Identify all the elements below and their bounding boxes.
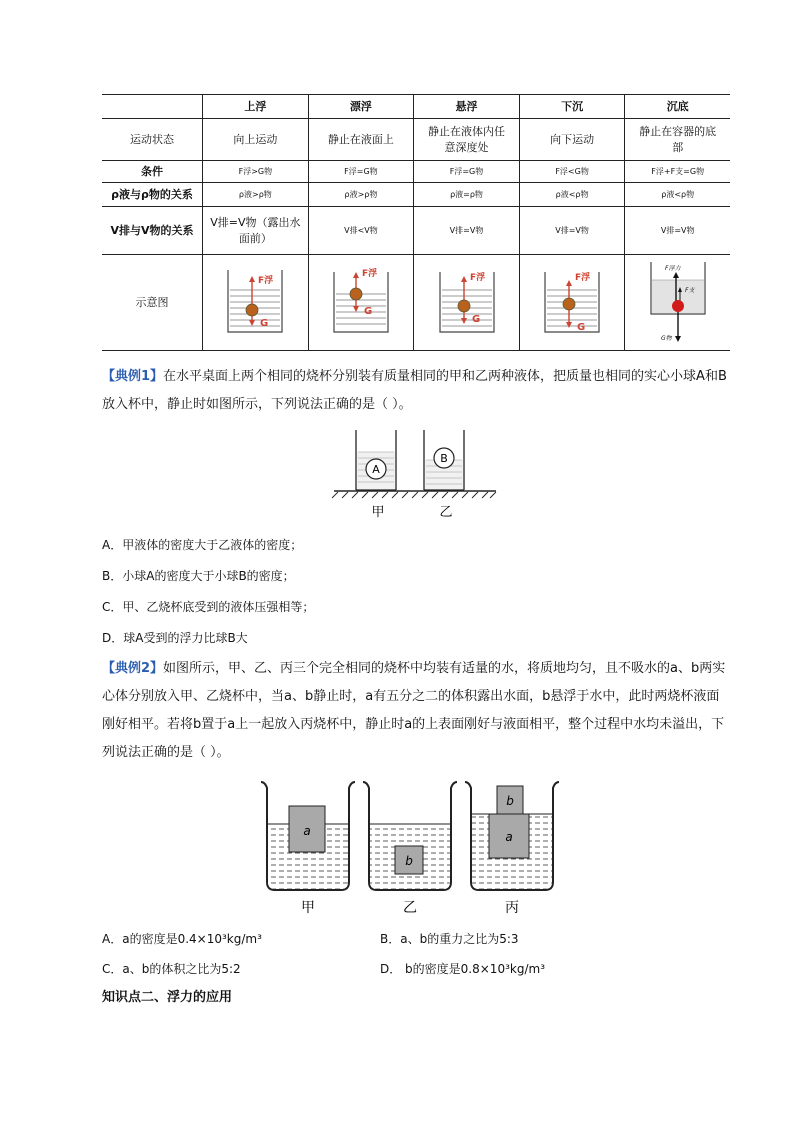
beaker-bottom-diagram <box>643 256 713 344</box>
table-row <box>102 183 730 207</box>
force-label: F浮 <box>258 276 274 286</box>
example1-tag: 【典例1】 <box>102 369 164 384</box>
table-cell: V排=V物 <box>519 207 625 255</box>
force-label: F浮力 <box>664 265 681 272</box>
diagram-cell <box>308 255 414 351</box>
diagram-cell <box>414 255 520 351</box>
beaker-label: 甲 <box>301 900 315 916</box>
table-cell: 向下运动 <box>519 119 625 161</box>
row-label: 示意图 <box>102 255 203 351</box>
table-cell: V排=V物 <box>414 207 520 255</box>
beaker-sink-diagram <box>537 260 607 340</box>
force-label: G物 <box>660 335 672 342</box>
header-bottom: 沉底 <box>625 95 730 119</box>
table-cell: F浮>G物 <box>203 161 309 183</box>
example2-text: 如图所示，甲、乙、丙三个完全相同的烧杯中均装有适量的水，将质地均匀，且不吸水的a、b两实心体分别放入甲、乙烧杯中，当a、b静止时，a有五分之二的体积露出水面，b悬浮于水中，此时两烧杯液面刚好相平。若将b置于a上一起放入丙烧杯中，静止时a的上表面刚好与液面相平，整个过程中水均未溢出，下列说法正确的是（ ）。 <box>102 661 726 760</box>
row-label: 运动状态 <box>102 119 203 161</box>
force-label: F浮 <box>361 269 378 279</box>
header-rise: 上浮 <box>203 95 309 119</box>
table-header-row <box>102 95 730 119</box>
beaker-label: 丙 <box>505 900 519 916</box>
header-float: 漂浮 <box>308 95 414 119</box>
force-label: F支 <box>684 287 695 294</box>
section-title: 知识点二、浮力的应用 <box>102 990 233 1005</box>
table-cell: ρ液=ρ物 <box>414 183 520 207</box>
table-cell: 向上运动 <box>203 119 309 161</box>
table-cell: ρ液<ρ物 <box>519 183 625 207</box>
option-c: C．a、b的体积之比为5:2 <box>102 962 241 976</box>
example1-question <box>102 363 732 419</box>
option-b: B．小球A的密度大于小球B的密度； <box>102 569 295 583</box>
example2-tag: 【典例2】 <box>102 661 164 676</box>
force-label: G <box>260 318 269 329</box>
buoyancy-table <box>102 94 730 351</box>
beaker-label: 乙 <box>403 900 417 916</box>
table-cell: ρ液>ρ物 <box>308 183 414 207</box>
table-cell: F浮=G物 <box>308 161 414 183</box>
table-cell: F浮<G物 <box>519 161 625 183</box>
diagram-cell <box>625 255 730 351</box>
table-corner <box>102 95 203 119</box>
ball-a-label: A <box>372 463 380 476</box>
header-suspend: 悬浮 <box>414 95 520 119</box>
beaker-float-diagram <box>326 260 396 340</box>
table-cell: F浮=G物 <box>414 161 520 183</box>
table-cell: 静止在液面上 <box>308 119 414 161</box>
option-d: D． b的密度是0.8×10³kg/m³ <box>380 962 546 976</box>
diagram-cell <box>203 255 309 351</box>
option-d: D．球A受到的浮力比球B大 <box>102 631 248 645</box>
table-cell: ρ液>ρ物 <box>203 183 309 207</box>
beaker-label: 乙 <box>439 505 453 520</box>
table-cell: F浮+F支=G物 <box>625 161 730 183</box>
block-a-label: a <box>303 824 311 838</box>
table-cell: V排=V物（露出水面前） <box>203 207 309 255</box>
example1-figure <box>330 426 500 522</box>
force-label: G <box>363 306 373 317</box>
block-a-label: a <box>505 830 513 844</box>
option-b: B．a、b的重力之比为5:3 <box>380 932 519 946</box>
table-cell: V排<V物 <box>308 207 414 255</box>
force-label: G <box>577 322 586 333</box>
force-label: F浮 <box>575 273 591 283</box>
beaker-rise-diagram <box>220 260 290 340</box>
table-cell: ρ液<ρ物 <box>625 183 730 207</box>
example2-figure <box>255 778 565 918</box>
beaker-label: 甲 <box>371 505 385 520</box>
option-a: A．甲液体的密度大于乙液体的密度； <box>102 538 303 552</box>
header-sink: 下沉 <box>519 95 625 119</box>
ball-b-label: B <box>440 452 448 465</box>
block-b-label: b <box>405 854 413 868</box>
diagram-cell <box>519 255 625 351</box>
beaker-suspend-diagram <box>432 260 502 340</box>
block-b-label: b <box>506 794 514 808</box>
force-label: F浮 <box>469 273 485 283</box>
option-a: A．a的密度是0.4×10³kg/m³ <box>102 932 262 946</box>
force-label: G <box>471 314 480 325</box>
table-row <box>102 161 730 183</box>
table-cell: 静止在液体内任意深度处 <box>414 119 520 161</box>
row-label: ρ液与ρ物的关系 <box>102 183 203 207</box>
table-cell: V排=V物 <box>625 207 730 255</box>
row-label: V排与V物的关系 <box>102 207 203 255</box>
example1-text: 在水平桌面上两个相同的烧杯分别装有质量相同的甲和乙两种液体，把质量也相同的实心小球A和B放入杯中，静止时如图所示，下列说法正确的是（ ）。 <box>102 369 727 412</box>
table-row <box>102 119 730 161</box>
row-label: 条件 <box>102 161 203 183</box>
table-row <box>102 255 730 351</box>
example2-question <box>102 655 732 767</box>
option-c: C．甲、乙烧杯底受到的液体压强相等； <box>102 600 315 614</box>
table-row <box>102 207 730 255</box>
table-cell: 静止在容器的底部 <box>625 119 730 161</box>
